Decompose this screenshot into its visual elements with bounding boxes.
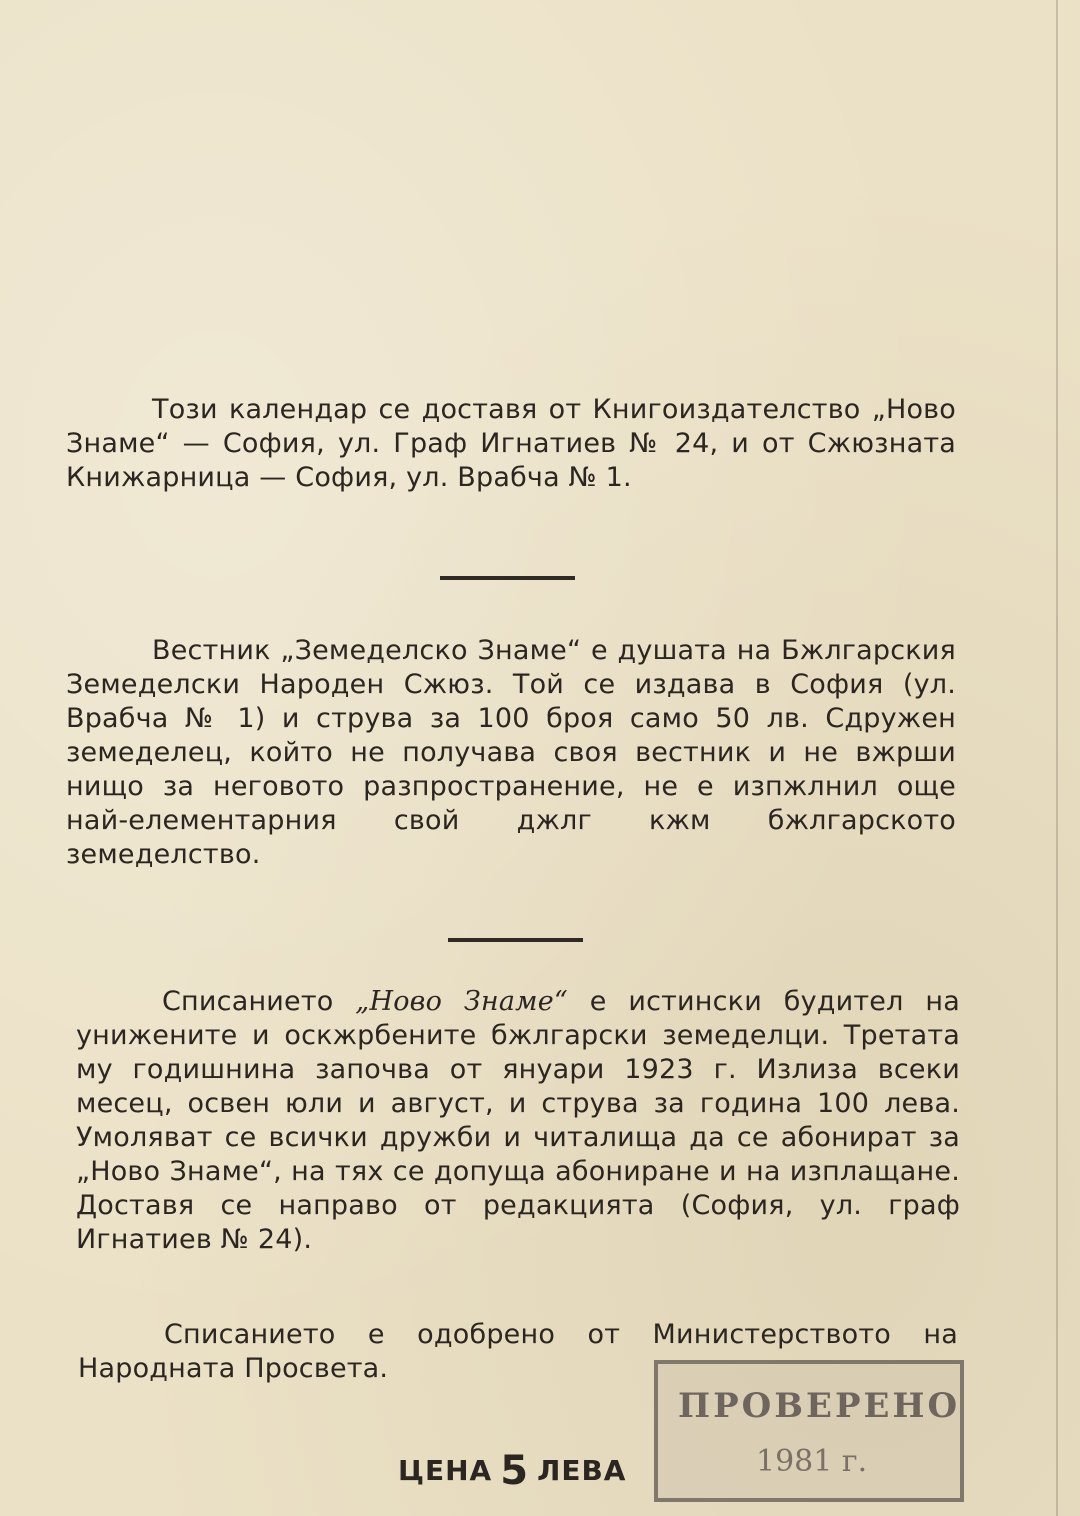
price-amount: 5 [500,1448,530,1494]
magazine-title: „Ново Знаме“ [355,986,568,1017]
price-label: ЦЕНА [398,1454,493,1487]
paragraph-approval-text: Списанието е одобрено от Министерството на Народната Просвета. [78,1319,958,1384]
divider-rule [448,938,583,942]
stamp-year: 1981 г. [756,1444,868,1479]
paragraph-distribution [66,393,956,495]
price-currency: ЛЕВА [537,1454,627,1487]
paragraph-newspaper-text: Вестник „Земеделско Знаме“ е душата на Бжлгарския Земеделски Народен Сжюз. Той се издава в София (ул. Врабча № 1) и струва за 100 броя само 50 лв. Сдружен земеделец, който не получава своя вестник и не вжрши нищо за неговото разпространение, не е изпжлнил още най-елементарния свой джлг кжм бжлгарското земеделство. [66,635,956,870]
price-line [398,1444,627,1494]
paragraph-distribution-text: Този календар се доставя от Книгоиздателство „Ново Знаме“ — София, ул. Граф Игнатиев № 24, и от Сжюзната Книжарница — София, ул. Врабча № 1. [66,394,956,493]
paragraph-magazine-text-rest: е истински будител на унижените и оскжрбените бжлгарски земеделци. Третата му годишнина започва от януари 1923 г. Излиза всеки месец, освен юли и август, и струва за година 100 лева. Умоляват се всички дружби и читалища да се абонират за „Ново Знаме“, на тях се допуща абониране и на изплащане. Доставя се направо от редакцията (София, ул. граф Игнатиев № 24). [76,986,960,1255]
paragraph-magazine [76,985,960,1257]
paragraph-magazine-text-start: Списанието [162,986,356,1017]
page-edge [1056,0,1058,1516]
stamp-text: ПРОВЕРЕНО [678,1386,961,1426]
verification-stamp [654,1360,964,1502]
divider-rule [440,576,575,580]
paragraph-newspaper [66,634,956,872]
